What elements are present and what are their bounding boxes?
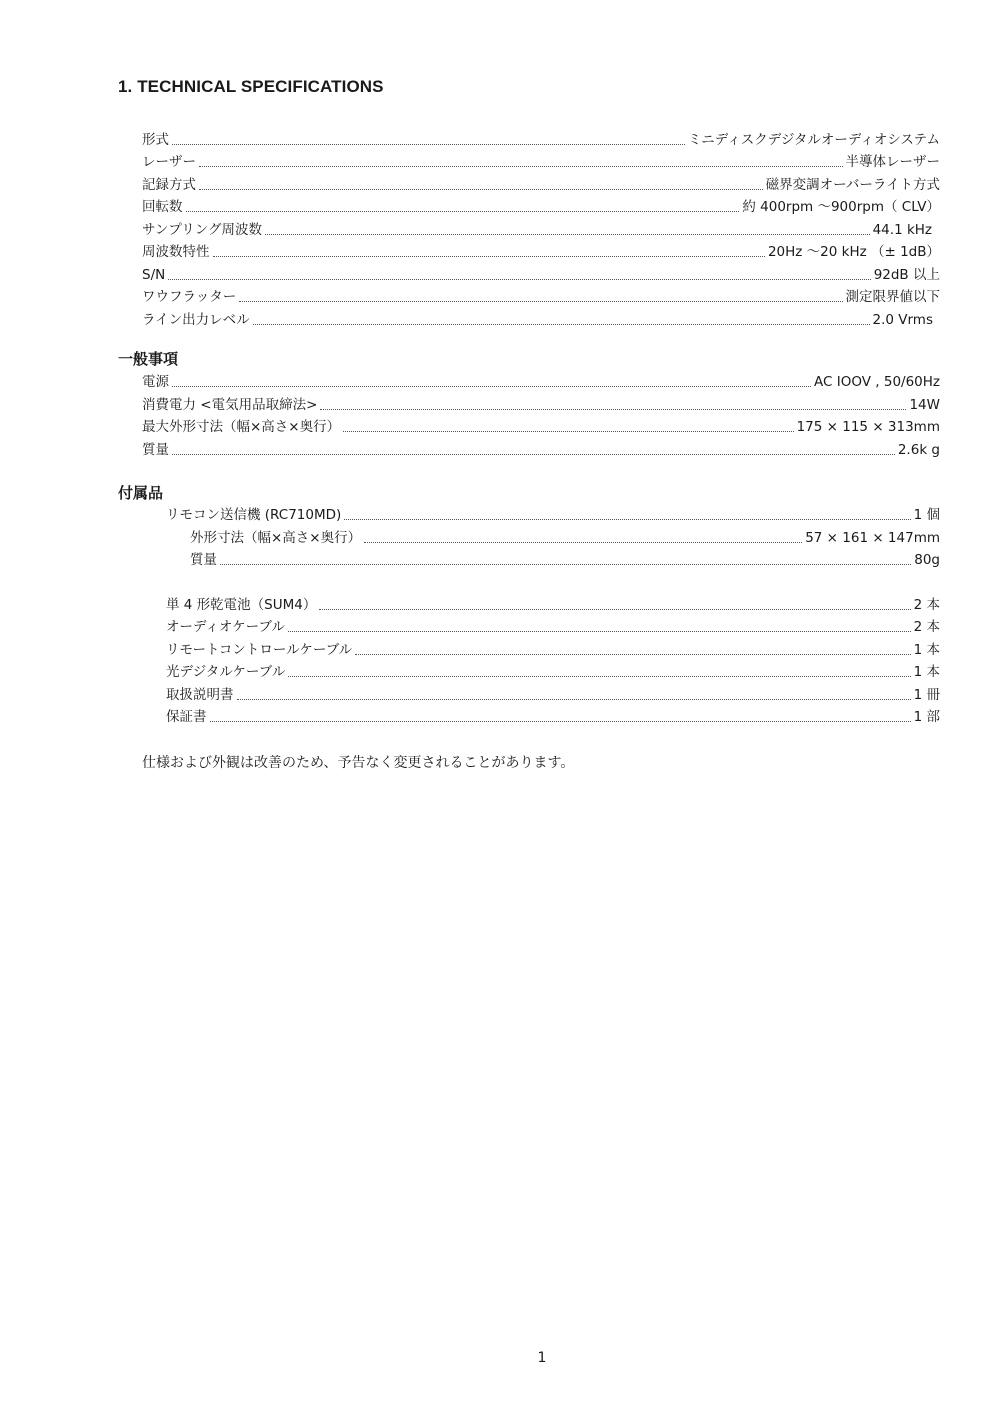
dot-leader xyxy=(172,454,895,455)
spec-value: ミニディスクデジタルオーディオシステム xyxy=(687,132,940,148)
spec-label: サンプリング周波数 xyxy=(142,222,263,238)
spec-label: レーザー xyxy=(142,154,196,170)
dot-leader xyxy=(239,301,842,302)
spec-label: 記録方式 xyxy=(142,177,196,193)
spec-label: 最大外形寸法（幅×高さ×奥行） xyxy=(142,419,341,435)
spec-value: 約 400rpm ～900rpm（ CLV） xyxy=(742,199,940,215)
spec-row-format xyxy=(142,127,940,149)
spec-label: ワウフラッター xyxy=(142,289,237,305)
spec-value: 1 個 xyxy=(913,507,940,523)
spec-label: 取扱説明書 xyxy=(166,687,234,703)
spec-row-wow-flutter xyxy=(142,284,940,306)
dot-leader xyxy=(364,542,802,543)
spec-row-line-output xyxy=(142,307,933,329)
spec-row-rotation xyxy=(142,194,940,216)
spec-value: 92dB 以上 xyxy=(873,267,940,283)
accessory-row-remote-cable xyxy=(166,637,940,659)
dot-leader xyxy=(172,144,685,145)
spec-value: 2.0 Vrms xyxy=(872,312,933,328)
spec-value: AC IOOV , 50/60Hz xyxy=(814,374,940,390)
dot-leader xyxy=(320,409,906,410)
dot-leader xyxy=(172,386,811,387)
spec-value: 1 本 xyxy=(913,664,940,680)
dot-leader xyxy=(319,609,910,610)
spec-label: 周波数特性 xyxy=(142,244,210,260)
accessory-row-audio-cable xyxy=(166,614,940,636)
accessories-heading: 付属品 xyxy=(118,484,164,502)
spec-value: 1 部 xyxy=(913,709,940,725)
spec-label: オーディオケーブル xyxy=(166,619,285,635)
dot-leader xyxy=(210,721,911,722)
spec-label: S/N xyxy=(142,267,166,283)
spec-label: 形式 xyxy=(142,132,169,148)
spec-value: 磁界変調オーバーライト方式 xyxy=(765,177,940,193)
general-row-power-consumption xyxy=(142,392,940,414)
accessory-row-manual xyxy=(166,682,940,704)
spec-label: 質量 xyxy=(142,442,169,458)
page-title: 1. TECHNICAL SPECIFICATIONS xyxy=(118,77,384,96)
general-row-dimensions xyxy=(142,414,940,436)
spec-row-laser xyxy=(142,149,940,171)
dot-leader xyxy=(213,256,765,257)
spec-value: 14W xyxy=(909,397,940,413)
dot-leader xyxy=(199,166,843,167)
spec-label: 外形寸法（幅×高さ×奥行） xyxy=(190,530,362,546)
accessory-row-warranty xyxy=(166,704,940,726)
spec-label: 質量 xyxy=(190,552,217,568)
spec-label: 保証書 xyxy=(166,709,207,725)
accessory-row-remote xyxy=(166,502,940,524)
spec-label: 単 4 形乾電池（SUM4） xyxy=(166,597,317,613)
spec-label: 電源 xyxy=(142,374,169,390)
spec-value: 2 本 xyxy=(913,619,940,635)
spec-value: 57 × 161 × 147mm xyxy=(805,530,940,546)
dot-leader xyxy=(355,654,910,655)
general-row-weight xyxy=(142,437,940,459)
spec-row-frequency xyxy=(142,239,940,261)
dot-leader xyxy=(253,324,870,325)
spec-label: リモコン送信機 (RC710MD) xyxy=(166,507,342,523)
general-heading: 一般事項 xyxy=(118,350,179,368)
dot-leader xyxy=(343,431,793,432)
spec-value: 20Hz ～20 kHz （± 1dB） xyxy=(767,244,940,260)
spec-row-recording xyxy=(142,172,940,194)
spec-label: 消費電力 <電気用品取締法> xyxy=(142,397,318,413)
dot-leader xyxy=(168,279,870,280)
general-row-power-supply xyxy=(142,369,940,391)
dot-leader xyxy=(288,676,910,677)
remote-row-weight xyxy=(190,547,940,569)
spec-value: 1 冊 xyxy=(913,687,940,703)
spec-value: 2.6k g xyxy=(897,442,940,458)
accessory-row-batteries xyxy=(166,592,940,614)
dot-leader xyxy=(288,631,911,632)
dot-leader xyxy=(344,519,910,520)
dot-leader xyxy=(237,699,911,700)
spec-row-sampling xyxy=(142,217,932,239)
spec-label: リモートコントロールケーブル xyxy=(166,642,353,658)
dot-leader xyxy=(186,211,740,212)
spec-label: 回転数 xyxy=(142,199,183,215)
dot-leader xyxy=(265,234,870,235)
spec-value: 測定限界値以下 xyxy=(845,289,940,305)
spec-value: 半導体レーザー xyxy=(845,154,940,170)
accessory-row-optical-cable xyxy=(166,659,940,681)
remote-row-dimensions xyxy=(190,525,940,547)
spec-label: ライン出力レベル xyxy=(142,312,250,328)
page-number: 1 xyxy=(537,1350,547,1366)
dot-leader xyxy=(199,189,763,190)
spec-value: 44.1 kHz xyxy=(872,222,932,238)
disclaimer-note: 仕様および外観は改善のため、予告なく変更されることがあります。 xyxy=(142,755,575,771)
spec-value: 2 本 xyxy=(913,597,940,613)
dot-leader xyxy=(220,564,911,565)
spec-label: 光デジタルケーブル xyxy=(166,664,286,680)
spec-value: 175 × 115 × 313mm xyxy=(796,419,940,435)
spec-value: 80g xyxy=(914,552,940,568)
spec-row-sn xyxy=(142,262,940,284)
spec-value: 1 本 xyxy=(913,642,940,658)
